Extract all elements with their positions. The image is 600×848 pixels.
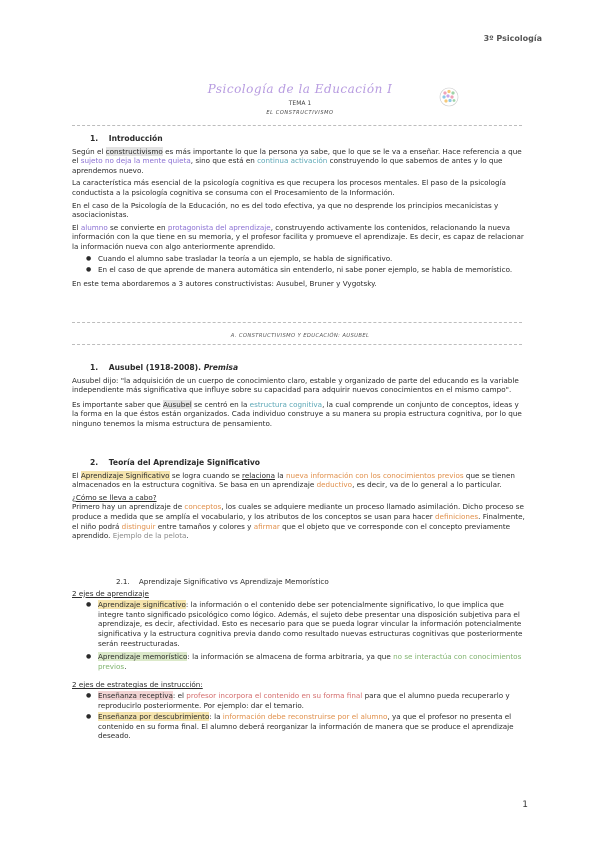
paragraph: El alumno se convierte en protagonista del aprendizaje, construyendo activamente los contenidos, relacionando la nueva información con la que tiene en su memoria, y el profesor facilita y promueve el aprendizaje. Es decir, es capaz de relacionar la información nueva con algo anteriormente aprendido. — [72, 222, 524, 251]
section-heading: 1. Introducción — [90, 134, 163, 143]
paragraph: Según el constructivismo es más importante lo que la persona ya sabe, que lo que se le va a enseñar. Hace referencia a que el sujeto no deja la mente quieta, sino que está en continua activación construyendo lo que sabemos de antes y lo que aprendemos nuevo. — [72, 146, 522, 175]
section-heading: 1. Ausubel (1918-2008). Premisa — [90, 363, 239, 372]
paragraph: Primero hay un aprendizaje de conceptos, los cuales se adquiere mediante un proceso llamado asimilación. Dicho proceso se produce a medida que se amplía el vocabulario, y los atributos de los conceptos se usan para hacer definiciones. Finalmente, el niño podrá distinguir entre tamaños y colores y afirmar que el objeto que ve corresponde con el concepto previamente aprendido. Ejemplo de la pelota. — [72, 502, 525, 541]
paragraph: El Aprendizaje Significativo se logra cuando se relaciona la nueva información con los conocimientos previos que se tienen almacenados en la estructura cognitiva. Se basa en un aprendizaje deductivo, es decir, va de lo general a lo particular. — [72, 470, 515, 490]
section-heading: 2. Teoría del Aprendizaje Significativo — [90, 458, 261, 467]
section-significativo-vs-memoristico — [72, 577, 527, 741]
divider — [72, 322, 522, 323]
section-teoria — [72, 458, 527, 541]
paragraph: En el caso de la Psicología de la Educación, no es del todo efectiva, ya que no desprende los principios mecanicistas y asociacionistas. — [72, 200, 499, 220]
section-introduccion — [72, 134, 527, 288]
list-item: ● En el caso de que aprende de manera automática sin entenderlo, ni sabe poner ejemplo, se habla de memorístico. — [72, 265, 527, 275]
divider — [72, 125, 522, 126]
subheading: 2 ejes de estrategias de instrucción: — [72, 680, 203, 690]
list-item: ● Enseñanza receptiva: el profesor incorpora el contenido en su forma final para que el alumno pueda recuperarlo y reproducirlo posteriormente. Por ejemplo: dar el temario. — [72, 691, 527, 710]
section-heading: 2.1. Aprendizaje Significativo vs Aprendizaje Memorístico — [116, 577, 329, 586]
divider — [72, 344, 522, 345]
list-item: ● Enseñanza por descubrimiento: la información debe reconstruirse por el alumno, ya que el profesor no presenta el contenido en su forma final. El alumno deberá reorganizar la información de manera que se produce el aprendizaje deseado. — [72, 712, 527, 741]
paragraph: Es importante saber que Ausubel se centró en la estructura cognitiva, la cual comprende un conjunto de conceptos, ideas y la forma en la que éstos están organizados. Cada individuo construye a su manera su propia estructura cognitiva, por lo que ninguno tenemos la misma estructura de pensamiento. — [72, 399, 522, 428]
paragraph: La característica más esencial de la psicología cognitiva es que recupera los procesos mentales. El paso de la psicología conductista a la psicología cognitiva se consuma con el Procesamiento de la Información. — [72, 178, 506, 197]
section-a-title: A. CONSTRUCTIVISMO Y EDUCACIÓN: AUSUBEL — [230, 333, 370, 339]
page-number: 1 — [522, 800, 528, 810]
question-heading: ¿Cómo se lleva a cabo? — [72, 492, 157, 502]
list-item: ● Aprendizaje memorístico: la información se almacena de forma arbitraria, ya que no se interactúa con conocimientos previos. — [72, 652, 527, 671]
list-item: ● Aprendizaje significativo: la información o el contenido debe ser potencialmente significativo, lo que implica que integre tanto significado psicológico como lógico. Además, el sujeto debe presentar una disposición subjetiva para el aprendizaje, es decir, afectividad. Esto es necesario para que se pueda lograr vincular la información potencialmente significativa y la estructura cognitiva previa dando como resultado nuevas estructuras cognitivas que posteriormente serán reestructuradas. — [72, 600, 527, 648]
subheading: 2 ejes de aprendizaje — [72, 588, 149, 598]
list-item: ● Cuando el alumno sabe trasladar la teoría a un ejemplo, se habla de significativo. — [72, 254, 527, 264]
tema-label: TEMA 1 — [288, 100, 312, 107]
paragraph: En este tema abordaremos a 3 autores constructivistas: Ausubel, Bruner y Vygotsky. — [72, 278, 377, 288]
quote-paragraph: Ausubel dijo: "la adquisición de un cuerpo de conocimiento claro, estable y organizado de parte del educando es la variable independiente más significativa que influye sobre su capacidad para adquirir nuevos conocimientos en el mismo campo". — [72, 375, 519, 395]
document-title: Psicología de la Educación I — [207, 82, 393, 96]
document-subtitle: EL CONSTRUCTIVISMO — [266, 110, 334, 116]
section-ausubel — [72, 363, 527, 429]
course-label: 3º Psicología — [483, 34, 542, 43]
